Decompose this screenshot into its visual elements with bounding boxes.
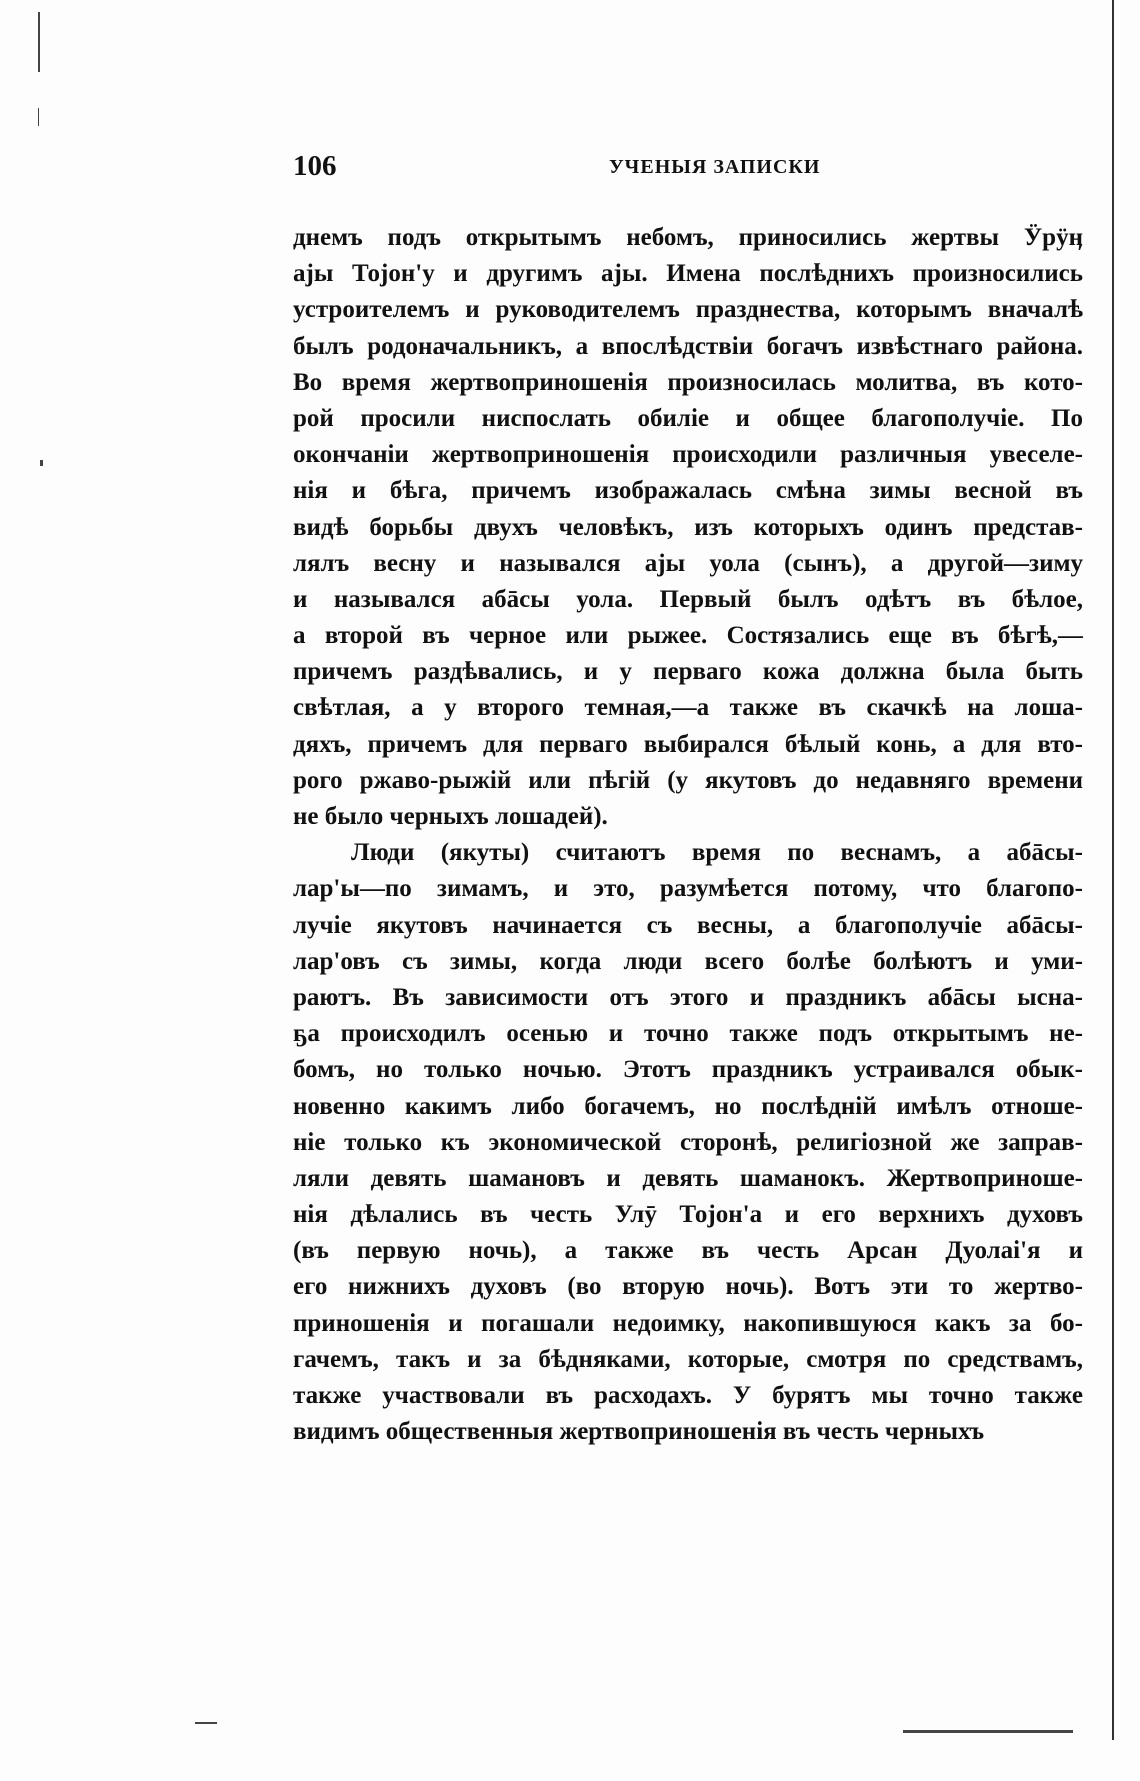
running-title: УЧЕНЫЯ ЗАПИСКИ [609, 156, 821, 178]
text-line: приношенія и погашали недоимку, накопившуюся какъ за бо- [293, 1309, 1083, 1337]
scan-edge-mark [40, 460, 43, 466]
text-line: лар'овъ съ зимы, когда люди всего болѣе болѣютъ и уми- [293, 947, 1083, 975]
text-line: Во время жертвоприношенія произносилась молитва, въ кото- [293, 368, 1083, 396]
text-line: новенно какимъ либо богачемъ, но послѣдній имѣлъ отноше- [293, 1092, 1083, 1120]
text-line: лялъ весну и назывался аjы уола (сынъ), а другой—зиму [293, 549, 1083, 577]
text-line: устроителемъ и руководителемъ празднества, которымъ вначалѣ [293, 296, 1083, 324]
text-line: днемъ подъ открытымъ небомъ, приносились жертвы Ӱрӱӊ [293, 224, 1083, 251]
text-line: причемъ раздѣвались, и у перваго кожа должна была быть [293, 658, 1083, 686]
text-line: видимъ общественныя жертвоприношенія въ честь черныхъ [293, 1418, 985, 1446]
text-line: раютъ. Въ зависимости отъ этого и праздникъ абāсы ысна- [293, 983, 1083, 1011]
text-line: Люди (якуты) считаютъ время по веснамъ, а абāсы- [351, 839, 1083, 867]
text-line: рого ржаво-рыжій или пѣгій (у якутовъ до недавняго времени [293, 766, 1083, 794]
text-line: лучіе якутовъ начинается съ весны, а благополучіе абāсы- [293, 911, 1083, 939]
text-line: его нижнихъ духовъ (во вторую ночь). Вотъ эти то жертво- [293, 1273, 1083, 1301]
text-line: былъ родоначальникъ, а впослѣдствіи богачъ извѣстнаго района. [293, 332, 1083, 360]
text-line: рой просили ниспослать обиліе и общее благополучіе. По [293, 404, 1083, 432]
text-line: ҕа происходилъ осенью и точно также подъ открытымъ не- [293, 1020, 1083, 1048]
text-line: а второй въ черное или рыжее. Состязались еще въ бѣгѣ,— [293, 622, 1083, 650]
scan-edge-mark [38, 108, 39, 126]
text-line: лар'ы—по зимамъ, и это, разумѣется потому, что благопо- [293, 875, 1083, 903]
text-line: (въ первую ночь), а также въ честь Арсан Дуолаі'я и [293, 1237, 1083, 1265]
text-line: нія дѣлались въ честь Улӯ Тојон'а и его верхнихъ духовъ [293, 1201, 1083, 1229]
scan-edge-mark [195, 1722, 217, 1724]
page-header [293, 150, 1083, 190]
text-line: свѣтлая, а у второго темная,—а также въ скачкѣ на лоша- [293, 694, 1083, 722]
text-line: аjы Тојон'у и другимъ аjы. Имена послѣднихъ произносились [293, 260, 1083, 288]
scan-edge-mark [903, 1730, 1073, 1733]
page-number: 106 [293, 150, 337, 182]
text-line: ніе только къ экономической сторонѣ, религіозной же заправ- [293, 1128, 1083, 1156]
text-line: нія и бѣга, причемъ изображалась смѣна зимы весной въ [293, 477, 1083, 505]
text-line: ляли девять шамановъ и девять шаманокъ. Жертвоприноше- [293, 1164, 1083, 1192]
text-line: окончаніи жертвоприношенія происходили различныя увеселе- [293, 441, 1083, 469]
text-line: гачемъ, такъ и за бѣдняками, которые, смотря по средствамъ, [293, 1345, 1083, 1373]
text-line: также участвовали въ расходахъ. У бурятъ мы точно также [293, 1382, 1083, 1409]
body-text [293, 220, 1083, 1450]
text-line: не было черныхъ лошадей). [293, 803, 608, 830]
text-line: видѣ борьбы двухъ человѣкъ, изъ которыхъ одинъ представ- [293, 513, 1083, 541]
text-line: и назывался абāсы уола. Первый былъ одѣтъ въ бѣлое, [293, 585, 1083, 613]
text-line: дяхъ, причемъ для перваго выбирался бѣлый конь, а для вто- [293, 730, 1083, 758]
text-line: бомъ, но только ночью. Этотъ праздникъ устраивался обык- [293, 1056, 1083, 1084]
scan-edge-mark [38, 12, 40, 72]
scan-right-edge-line [1112, 0, 1114, 1740]
